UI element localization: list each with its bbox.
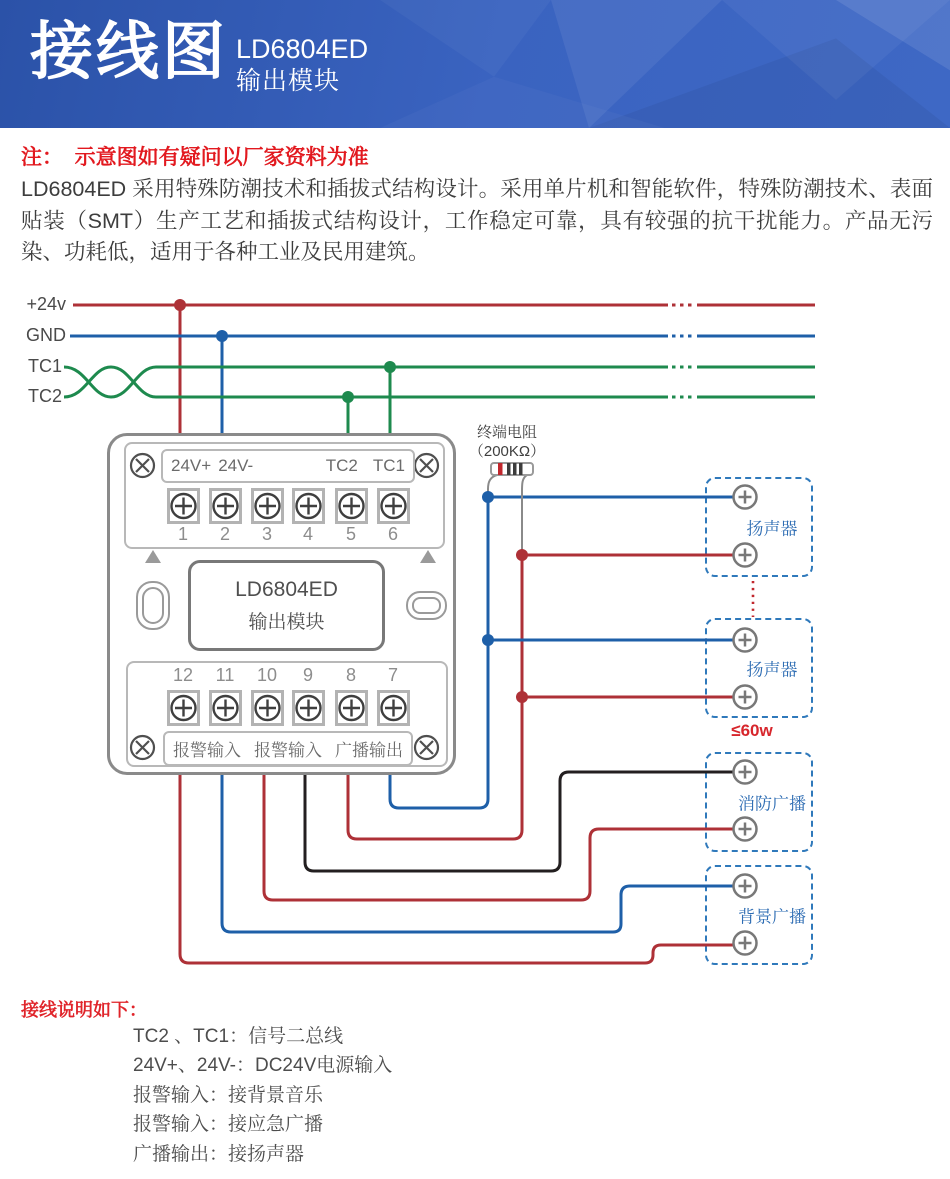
label-tc1: TC1 — [372, 456, 405, 475]
terminal-number: 11 — [215, 665, 235, 685]
led-window — [136, 581, 170, 630]
terminal-screw-icon — [335, 488, 368, 524]
terminal-resistor-icon — [488, 463, 533, 555]
speaker-label: 扬声器 — [746, 660, 798, 680]
label-24v-plus: 24V+ — [171, 456, 212, 475]
note-line: 注： 示意图如有疑问以厂家资料为准 — [21, 146, 369, 169]
instructions-title: 接线说明如下： — [21, 1000, 147, 1020]
wire-24v-bus — [73, 305, 815, 433]
fire-broadcast-box — [705, 752, 813, 852]
address-window — [406, 591, 447, 620]
terminal-number: 5 — [345, 524, 356, 544]
terminal-screw-icon — [251, 690, 284, 726]
speaker-box-1 — [705, 477, 813, 577]
header-subtitle-block — [236, 34, 368, 96]
triangle-marker-icon — [145, 550, 161, 563]
terminal-screw-icon — [377, 690, 410, 726]
triangle-marker-icon — [420, 550, 436, 563]
terminal-number: 7 — [387, 665, 398, 685]
mount-screw-icon — [413, 452, 440, 479]
terminal-resistor-label-line1: 终端电阻 — [476, 424, 537, 441]
terminal-number: 10 — [256, 665, 278, 685]
output-module — [107, 433, 456, 775]
terminal-screw-icon — [167, 488, 200, 524]
label-24v-minus: 24V- — [218, 456, 254, 475]
terminal-number: 2 — [219, 524, 230, 544]
wire-gnd-bus — [70, 336, 815, 433]
label-broadcast-output: 广播输出 — [335, 741, 403, 760]
instruction-item: TC2 、TC1：信号二总线 — [133, 1026, 344, 1047]
terminal-number: 3 — [261, 524, 272, 544]
terminal-number: 1 — [177, 524, 188, 544]
description-paragraph: LD6804ED 采用特殊防潮技术和插拔式结构设计。采用单片机和智能软件，特殊防潮技术、表面贴装（SMT）生产工艺和插拔式结构设计，工作稳定可靠，具有较强的抗干扰能力。产品无污染、功耗低，适用于各种工业及民用建筑。 — [21, 177, 933, 264]
terminal-screw-icon — [167, 690, 200, 726]
instructions-list — [133, 1022, 392, 1169]
label-alarm-input-1: 报警输入 — [173, 741, 241, 760]
mount-screw-icon — [129, 452, 156, 479]
terminal-number: 6 — [387, 524, 398, 544]
terminal-screw-icon — [335, 690, 368, 726]
mount-screw-icon — [129, 734, 156, 761]
top-terminal-label-strip — [161, 449, 415, 483]
header-model: LD6804ED — [236, 34, 369, 64]
mount-screw-icon — [413, 734, 440, 761]
fire-broadcast-label: 消防广播 — [738, 794, 806, 814]
bus-label-gnd: GND — [26, 325, 66, 345]
terminal-screw-icon — [292, 690, 325, 726]
header-banner — [0, 0, 950, 128]
terminal-screw-icon — [251, 488, 284, 524]
module-name: 输出模块 — [248, 611, 325, 633]
speaker-label: 扬声器 — [746, 519, 798, 539]
terminal-screw-icon — [209, 690, 242, 726]
bottom-terminal-label-strip — [163, 731, 413, 766]
speaker-box-2 — [705, 618, 813, 718]
module-model: LD6804ED — [235, 577, 338, 601]
label-alarm-input-2: 报警输入 — [254, 741, 322, 760]
terminal-screw-icon — [292, 488, 325, 524]
terminal-number: 8 — [345, 665, 356, 685]
instruction-item: 报警输入：接背景音乐 — [133, 1084, 324, 1106]
background-broadcast-box — [705, 865, 813, 965]
wiring-diagram — [0, 290, 950, 985]
bus-label-tc1: TC1 — [27, 356, 62, 376]
bus-label-24v: +24v — [26, 294, 66, 314]
terminal-resistor-label-line2: （200KΩ） — [468, 442, 546, 460]
instruction-item: 24V+、24V-：DC24V电源输入 — [133, 1055, 393, 1077]
module-display — [188, 560, 385, 651]
wire-black-output — [305, 772, 733, 871]
power-limit-note: ≤60w — [731, 721, 773, 740]
terminal-number: 12 — [172, 665, 194, 685]
bus-label-tc2: TC2 — [27, 386, 62, 406]
terminal-number: 9 — [302, 665, 313, 685]
page-title: 接线图 — [30, 17, 228, 87]
background-broadcast-label: 背景广播 — [738, 907, 806, 927]
instruction-item: 广播输出：接扬声器 — [133, 1143, 305, 1165]
terminal-number: 4 — [302, 524, 313, 544]
terminal-screw-icon — [377, 488, 410, 524]
instruction-item: 报警输入：接应急广播 — [133, 1114, 324, 1136]
terminal-screw-icon — [209, 488, 242, 524]
wire-tc-bus — [64, 367, 815, 433]
label-tc2: TC2 — [325, 456, 358, 475]
header-module-name: 输出模块 — [236, 67, 341, 95]
terminal-resistor-label — [447, 424, 567, 461]
